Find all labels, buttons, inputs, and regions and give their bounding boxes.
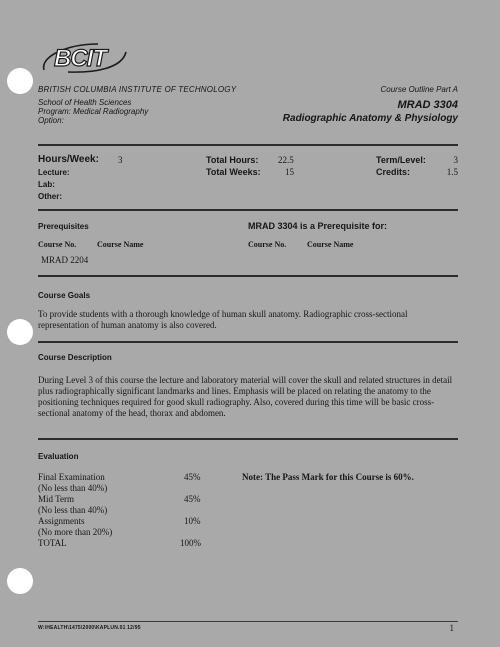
pass-mark-note: Note: The Pass Mark for this Course is 60%. bbox=[242, 472, 414, 482]
eval-row-name: Mid Term bbox=[38, 494, 74, 504]
eval-row-value: 10% bbox=[184, 516, 201, 526]
prereq-col-no: Course No. bbox=[38, 240, 77, 249]
divider bbox=[38, 341, 458, 343]
total-weeks-value: 15 bbox=[285, 167, 294, 177]
credits-value: 1.5 bbox=[446, 167, 458, 177]
course-goals-text: To provide students with a thorough knowledge of human skull anatomy. Radiographic cross-sectional representation of human anatomy is also covered. bbox=[38, 309, 408, 330]
eval-row-note: (No less than 40%) bbox=[38, 505, 108, 515]
prereq-item: MRAD 2204 bbox=[41, 255, 89, 265]
other-label: Other: bbox=[38, 192, 62, 201]
outline-part: Course Outline Part A bbox=[380, 85, 458, 94]
divider bbox=[38, 438, 458, 440]
total-hours-value: 22.5 bbox=[278, 155, 294, 165]
footer-file-path: W:\HEALTH\1475\2000\KAPLUN.01 12/95 bbox=[38, 625, 141, 631]
eval-row-note: (No more than 20%) bbox=[38, 527, 113, 537]
total-weeks-label: Total Weeks: bbox=[206, 167, 261, 177]
punch-hole bbox=[7, 319, 33, 345]
institute-name: BRITISH COLUMBIA INSTITUTE OF TECHNOLOGY bbox=[38, 85, 237, 94]
eval-row-value: 45% bbox=[184, 472, 201, 482]
evaluation-heading: Evaluation bbox=[38, 452, 79, 461]
course-description-text: During Level 3 of this course the lecture and laboratory material will cover the skull and related structures in detail plus radiographically significant landmarks and lines. Emphasis will be placed on relating the anatomy to the positioning techniques required for good skull radiography. Also, covered during this time will be basic cross-sectional anatomy of the head, thorax and abdomen. bbox=[38, 375, 453, 418]
divider bbox=[38, 209, 458, 211]
prereq-for-heading: MRAD 3304 is a Prerequisite for: bbox=[248, 221, 388, 231]
program-name: Program: Medical Radiography bbox=[38, 107, 149, 116]
option-label: Option: bbox=[38, 116, 64, 125]
divider bbox=[38, 144, 458, 146]
punch-hole bbox=[7, 68, 33, 94]
eval-row-name: Assignments bbox=[38, 516, 85, 526]
eval-row-value: 100% bbox=[180, 538, 201, 548]
course-title: Radiographic Anatomy & Physiology bbox=[282, 113, 458, 124]
prereq-for-col-name: Course Name bbox=[307, 240, 354, 249]
eval-row-name: TOTAL bbox=[38, 538, 67, 548]
punch-hole bbox=[7, 568, 33, 594]
prerequisites-heading: Prerequisites bbox=[38, 222, 89, 231]
course-goals-heading: Course Goals bbox=[38, 291, 91, 300]
lecture-label: Lecture: bbox=[38, 168, 70, 177]
divider bbox=[38, 275, 458, 277]
term-level-value: 3 bbox=[453, 155, 458, 165]
eval-row-name: Final Examination bbox=[38, 472, 105, 482]
term-level-label: Term/Level: bbox=[376, 155, 426, 165]
logo-text: BCIT bbox=[54, 45, 106, 72]
eval-row-note: (No less than 40%) bbox=[38, 483, 108, 493]
prereq-for-col-no: Course No. bbox=[248, 240, 287, 249]
hours-week-label: Hours/Week: bbox=[38, 154, 99, 165]
prereq-col-name: Course Name bbox=[97, 240, 144, 249]
course-code: MRAD 3304 bbox=[397, 99, 458, 111]
total-hours-label: Total Hours: bbox=[206, 155, 259, 165]
footer-divider bbox=[38, 621, 458, 622]
page-number: 1 bbox=[449, 623, 454, 633]
course-description-heading: Course Description bbox=[38, 353, 112, 362]
school-name: School of Health Sciences bbox=[38, 98, 132, 107]
credits-label: Credits: bbox=[376, 167, 411, 177]
eval-row-value: 45% bbox=[184, 494, 201, 504]
hours-week-value: 3 bbox=[118, 155, 123, 165]
lab-label: Lab: bbox=[38, 180, 55, 189]
